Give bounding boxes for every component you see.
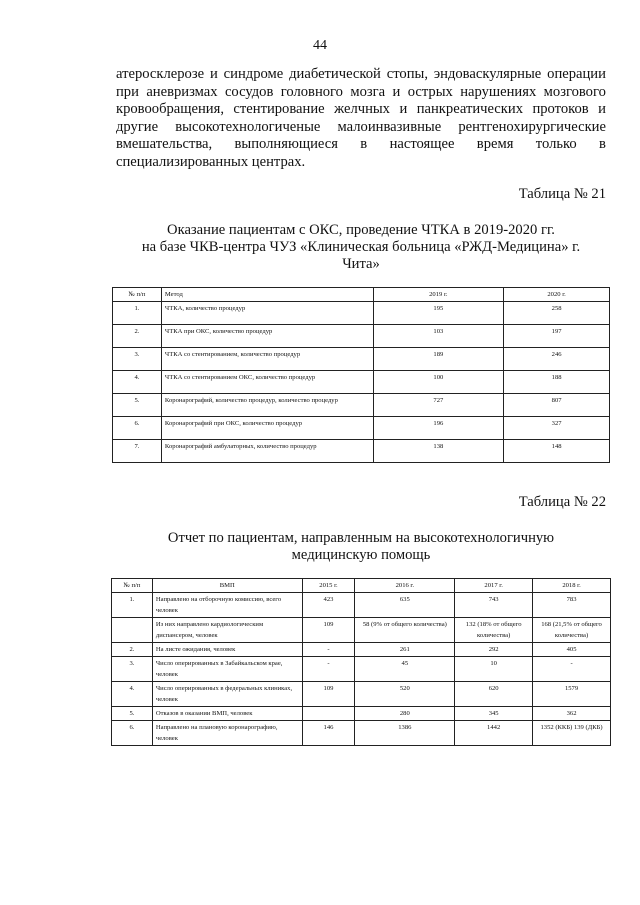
table-cell: На листе ожидания, человек xyxy=(152,643,302,657)
table-cell: 345 xyxy=(455,707,533,721)
intro-line xyxy=(116,66,606,84)
header-cell: № п/п xyxy=(112,579,153,593)
table-cell: 2. xyxy=(112,643,153,657)
table-cell: 100 xyxy=(373,371,504,394)
intro-word: вмешательства, xyxy=(116,136,213,153)
intro-word: и xyxy=(392,83,401,100)
table-cell: 6. xyxy=(113,417,162,440)
intro-word: настоящее xyxy=(389,136,455,153)
table-cell: ЧТКА со стентированием, количество процедур xyxy=(161,348,373,371)
header-cell: 2018 г. xyxy=(533,579,611,593)
intro-word: мозгового xyxy=(543,83,606,100)
header-cell: 2016 г. xyxy=(355,579,455,593)
intro-word: нарушениях xyxy=(460,83,537,100)
table-cell: 146 xyxy=(302,721,355,746)
intro-paragraph xyxy=(116,66,606,172)
intro-word: сосудов xyxy=(224,83,274,100)
intro-word: рентгенохирургические xyxy=(458,118,606,135)
intro-word: в xyxy=(599,136,606,153)
table-cell: 280 xyxy=(355,707,455,721)
intro-line xyxy=(116,119,606,137)
table-21-label: Таблица № 21 xyxy=(518,186,606,202)
intro-word: панкреатических xyxy=(416,101,523,118)
intro-word: кровообращения, xyxy=(116,101,224,118)
caption-line: медицинскую помощь xyxy=(291,547,431,563)
table-cell: - xyxy=(302,643,355,657)
header-row xyxy=(112,579,611,593)
table-row xyxy=(113,371,610,394)
intro-line xyxy=(116,136,606,154)
table-row xyxy=(113,302,610,325)
intro-line xyxy=(116,154,606,172)
intro-word: другие xyxy=(116,118,159,135)
table-cell: 188 xyxy=(504,371,610,394)
intro-word: желчных xyxy=(334,101,390,118)
table-cell: 168 (21,5% от общего количества) xyxy=(533,618,611,643)
table-cell xyxy=(302,707,355,721)
table-row xyxy=(112,657,611,682)
header-cell: 2017 г. xyxy=(455,579,533,593)
table-row xyxy=(112,707,611,721)
table-row xyxy=(113,440,610,463)
table-cell: Из них направлено кардиологическим диспансером, человек xyxy=(152,618,302,643)
intro-word: эндоваскулярные xyxy=(433,66,542,82)
table-row xyxy=(112,593,611,618)
intro-word: малоинвазивные xyxy=(337,118,442,135)
intro-word: мозга xyxy=(350,83,386,100)
intro-line xyxy=(116,101,606,119)
intro-line xyxy=(116,84,606,102)
table-cell: 807 xyxy=(504,394,610,417)
header-cell: 2015 г. xyxy=(302,579,355,593)
intro-word: высокотехнологиченые xyxy=(175,118,321,135)
table-22-caption xyxy=(116,530,606,564)
table-cell: 743 xyxy=(455,593,533,618)
table-21 xyxy=(112,287,610,463)
table-cell: 58 (9% от общего количества) xyxy=(355,618,455,643)
table-cell: 258 xyxy=(504,302,610,325)
table-cell: 45 xyxy=(355,657,455,682)
table-cell: 1. xyxy=(112,593,153,618)
table-cell xyxy=(112,618,153,643)
intro-word: специализированных центрах. xyxy=(116,153,306,170)
table-cell: 5. xyxy=(112,707,153,721)
table-cell: 4. xyxy=(113,371,162,394)
header-row xyxy=(113,288,610,302)
table-cell: 195 xyxy=(373,302,504,325)
table-cell: 197 xyxy=(504,325,610,348)
intro-word: атеросклерозе xyxy=(116,66,205,82)
table-cell: ЧТКА со стентированием ОКС, количество процедур xyxy=(161,371,373,394)
table-21-caption xyxy=(116,222,606,273)
table-cell: Направлено на отборочную комиссию, всего человек xyxy=(152,593,302,618)
table-cell: 109 xyxy=(302,682,355,707)
intro-word: и xyxy=(209,66,218,82)
table-cell: 4. xyxy=(112,682,153,707)
intro-word: время xyxy=(476,136,514,153)
table-cell: 132 (18% от общего количества) xyxy=(455,618,533,643)
table-cell: 5. xyxy=(113,394,162,417)
intro-word: и xyxy=(598,101,606,118)
intro-word: стопы, xyxy=(386,66,428,82)
table-cell: 423 xyxy=(302,593,355,618)
table-cell: 6. xyxy=(112,721,153,746)
page-number: 44 xyxy=(313,38,327,53)
header-cell: № п/п xyxy=(113,288,162,302)
table-cell: 7. xyxy=(113,440,162,463)
table-cell: Коронарографий амбулаторных, количество процедур xyxy=(161,440,373,463)
table-cell: 1. xyxy=(113,302,162,325)
intro-word: аневризмах xyxy=(146,83,218,100)
table-cell: 2. xyxy=(113,325,162,348)
table-22-label: Таблица № 22 xyxy=(518,494,606,510)
intro-word: головного xyxy=(280,83,343,100)
table-row xyxy=(113,417,610,440)
header-cell: ВМП xyxy=(152,579,302,593)
table-cell: 1352 (ККБ) 139 (ДКБ) xyxy=(533,721,611,746)
table-cell: 109 xyxy=(302,618,355,643)
table-cell: 189 xyxy=(373,348,504,371)
intro-word: только xyxy=(535,136,577,153)
intro-word: и xyxy=(399,101,408,118)
table-cell: Число оперированных в федеральных клиниках, человек xyxy=(152,682,302,707)
table-row xyxy=(112,721,611,746)
table-cell: 3. xyxy=(113,348,162,371)
table-cell: ЧТКА при ОКС, количество процедур xyxy=(161,325,373,348)
table-cell: 1442 xyxy=(455,721,533,746)
table-row xyxy=(113,348,610,371)
table-cell: 10 xyxy=(455,657,533,682)
intro-word: диабетической xyxy=(289,66,381,82)
table-cell: - xyxy=(302,657,355,682)
table-cell: 292 xyxy=(455,643,533,657)
table-cell: 246 xyxy=(504,348,610,371)
table-cell: 727 xyxy=(373,394,504,417)
table-cell: 635 xyxy=(355,593,455,618)
table-cell: ЧТКА, количество процедур xyxy=(161,302,373,325)
header-cell: 2020 г. xyxy=(504,288,610,302)
table-cell: 327 xyxy=(504,417,610,440)
caption-line: Отчет по пациентам, направленным на высокотехнологичную xyxy=(167,530,555,546)
caption-line: на базе ЧКВ-центра ЧУЗ «Клиническая больница «РЖД-Медицина» г. xyxy=(141,239,581,255)
table-cell: - xyxy=(533,657,611,682)
intro-word: стентирование xyxy=(233,101,325,118)
table-row xyxy=(112,618,611,643)
header-cell: 2019 г. xyxy=(373,288,504,302)
intro-word: протоков xyxy=(532,101,589,118)
table-cell: 783 xyxy=(533,593,611,618)
table-cell: Число оперированных в Забайкальском крае, человек xyxy=(152,657,302,682)
caption-line: Оказание пациентам с ОКС, проведение ЧТКА в 2019-2020 гг. xyxy=(167,222,555,238)
table-cell: 103 xyxy=(373,325,504,348)
table-cell: 620 xyxy=(455,682,533,707)
table-row xyxy=(113,394,610,417)
table-row xyxy=(112,682,611,707)
table-cell: Коронарографий при ОКС, количество процедур xyxy=(161,417,373,440)
table-cell: 1386 xyxy=(355,721,455,746)
intro-word: при xyxy=(116,83,139,100)
intro-word: синдроме xyxy=(223,66,284,82)
table-cell: 196 xyxy=(373,417,504,440)
table-cell: 148 xyxy=(504,440,610,463)
table-cell: 261 xyxy=(355,643,455,657)
intro-word: выполняющиеся xyxy=(234,136,338,153)
intro-word: острых xyxy=(407,83,453,100)
table-cell: 138 xyxy=(373,440,504,463)
table-row xyxy=(112,643,611,657)
header-cell: Метод xyxy=(161,288,373,302)
table-cell: Отказов в оказании ВМП, человек xyxy=(152,707,302,721)
table-cell: 3. xyxy=(112,657,153,682)
table-cell: Направлено на плановую коронарографию, человек xyxy=(152,721,302,746)
table-cell: 1579 xyxy=(533,682,611,707)
table-cell: 520 xyxy=(355,682,455,707)
intro-word: операции xyxy=(547,66,606,82)
intro-word: в xyxy=(360,136,368,153)
table-cell: Коронарографий, количество процедур, количество процедур xyxy=(161,394,373,417)
caption-line: Чита» xyxy=(342,256,380,272)
table-cell: 405 xyxy=(533,643,611,657)
table-row xyxy=(113,325,610,348)
table-cell: 362 xyxy=(533,707,611,721)
table-22 xyxy=(111,578,611,746)
